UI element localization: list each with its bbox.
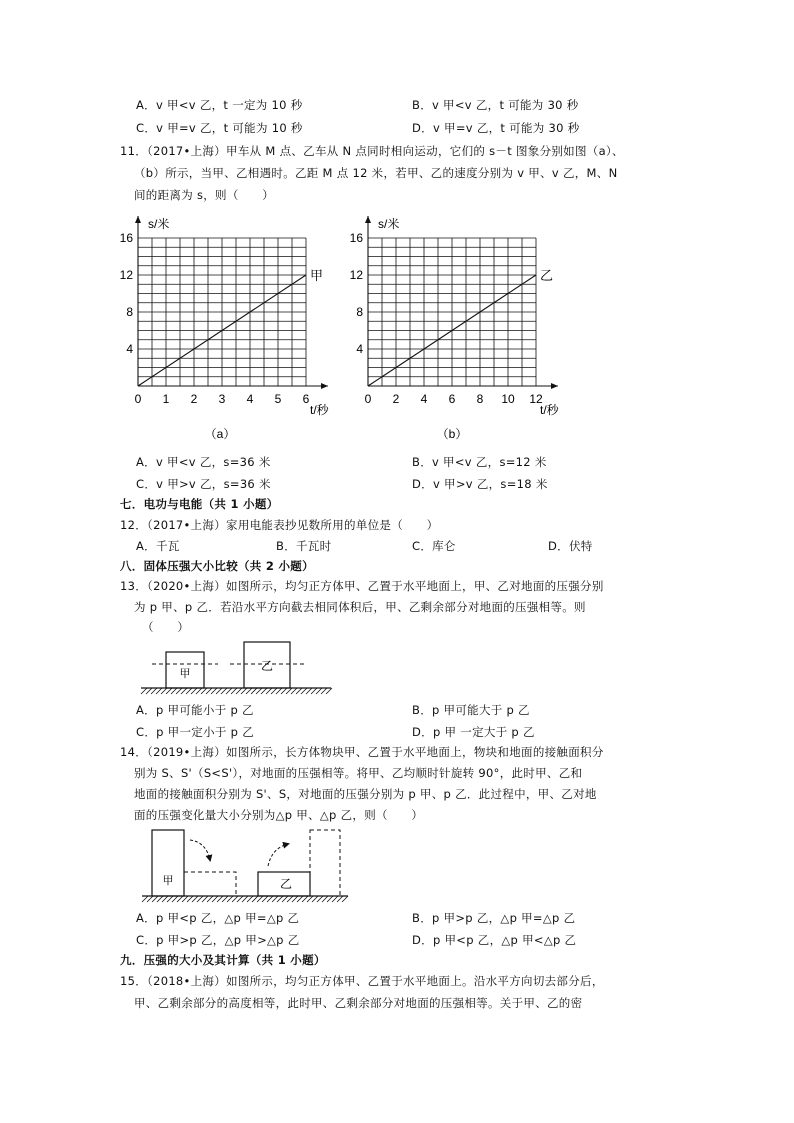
ground-hatch bbox=[261, 688, 267, 694]
ground-hatch bbox=[222, 896, 228, 902]
ground-hatch bbox=[281, 688, 287, 694]
q13-figure bbox=[138, 640, 338, 696]
ground-hatch bbox=[176, 688, 182, 694]
ground-hatch bbox=[197, 896, 203, 902]
section8-title: 八．固体压强大小比较（共 2 小题） bbox=[120, 559, 314, 573]
y-tick-label: 16 bbox=[119, 231, 133, 245]
ground-hatch bbox=[326, 688, 332, 694]
y-tick-label: 8 bbox=[126, 305, 133, 319]
y-tick-label: 8 bbox=[356, 305, 363, 319]
ground-hatch bbox=[286, 688, 292, 694]
ground-hatch bbox=[272, 896, 278, 902]
x-tick-label: 5 bbox=[274, 392, 282, 406]
y-tick-label: 12 bbox=[119, 268, 133, 282]
series-label: 乙 bbox=[540, 268, 554, 283]
y-axis-label: s/米 bbox=[148, 217, 170, 231]
ground-hatch bbox=[146, 688, 152, 694]
ground-hatch bbox=[267, 896, 273, 902]
q13-option-a: A．p 甲可能小于 p 乙 bbox=[136, 703, 254, 717]
x-tick-label: 0 bbox=[364, 392, 372, 406]
x-tick-label: 10 bbox=[501, 392, 515, 406]
q14-figure bbox=[140, 826, 350, 904]
q11-stem-line2: （b）所示，当甲、乙相遇时。乙距 M 点 12 米，若甲、乙的速度分别为 v 甲、v 乙，M、N bbox=[134, 166, 618, 180]
q13-ground bbox=[141, 688, 332, 694]
ground-hatch bbox=[316, 688, 322, 694]
x-tick-label: 12 bbox=[529, 392, 543, 406]
q11-option-b: B．v 甲<v 乙，s=12 米 bbox=[412, 455, 547, 469]
q14-stem-line3: 地面的接触面积分别为 S'、S，对地面的压强分别为 p 甲、p 乙．此过程中，甲、乙对地 bbox=[134, 787, 597, 801]
q13-option-d: D．p 甲 一定大于 p 乙 bbox=[412, 725, 535, 739]
q10-option-b: B．v 甲<v 乙，t 可能为 30 秒 bbox=[412, 98, 579, 112]
q12-option-d: D．伏特 bbox=[548, 539, 593, 553]
ground-hatch bbox=[257, 896, 263, 902]
ground-hatch bbox=[266, 688, 272, 694]
x-tick-label: 8 bbox=[476, 392, 484, 406]
chart-b bbox=[340, 208, 590, 446]
chart-a bbox=[110, 208, 350, 446]
ground-hatch bbox=[142, 896, 148, 902]
q11-option-d: D．v 甲>v 乙，s=18 米 bbox=[412, 477, 548, 491]
x-tick-label: 1 bbox=[162, 392, 170, 406]
ground-hatch bbox=[186, 688, 192, 694]
ground-hatch bbox=[182, 896, 188, 902]
q14-label-yi: 乙 bbox=[279, 877, 293, 891]
ground-hatch bbox=[292, 896, 298, 902]
x-tick-label: 0 bbox=[134, 392, 142, 406]
ground-hatch bbox=[342, 896, 348, 902]
q13-option-c: C．p 甲一定小于 p 乙 bbox=[136, 725, 254, 739]
ground-hatch bbox=[297, 896, 303, 902]
ground-hatch bbox=[141, 688, 147, 694]
ground-hatch bbox=[277, 896, 283, 902]
q13-stem-line2: 为 p 甲、p 乙．若沿水平方向截去相同体积后，甲、乙剩余部分对地面的压强相等。则 bbox=[134, 600, 586, 614]
ground-hatch bbox=[327, 896, 333, 902]
x-axis-label: t/秒 bbox=[540, 403, 559, 417]
ground-hatch bbox=[252, 896, 258, 902]
q14-rotate-arrow-yi bbox=[268, 844, 288, 866]
q11-stem-line1: 11．（2017•上海）甲车从 M 点、乙车从 N 点同时相向运动，它们的 s－t 图象分别如图（a）、 bbox=[120, 144, 624, 158]
x-tick-label: 2 bbox=[392, 392, 400, 406]
q14-stem-line1: 14．（2019•上海）如图所示，长方体物块甲、乙置于水平地面上，物块和地面的接触面积分 bbox=[120, 745, 604, 759]
ground-hatch bbox=[191, 688, 197, 694]
q12-option-a: A．千瓦 bbox=[136, 539, 180, 553]
ground-hatch bbox=[207, 896, 213, 902]
x-tick-label: 2 bbox=[190, 392, 198, 406]
q12-stem: 12．（2017•上海）家用电能表抄见数所用的单位是（ ） bbox=[120, 518, 439, 532]
q10-option-d: D．v 甲=v 乙，t 可能为 30 秒 bbox=[412, 121, 580, 135]
ground-hatch bbox=[196, 688, 202, 694]
ground-hatch bbox=[287, 896, 293, 902]
ground-hatch bbox=[296, 688, 302, 694]
q11-option-a: A．v 甲<v 乙，s=36 米 bbox=[136, 455, 271, 469]
y-tick-label: 4 bbox=[126, 342, 133, 356]
ground-hatch bbox=[236, 688, 242, 694]
series-label: 甲 bbox=[310, 268, 324, 283]
ground-hatch bbox=[232, 896, 238, 902]
ground-hatch bbox=[231, 688, 237, 694]
ground-hatch bbox=[302, 896, 308, 902]
q14-ground bbox=[142, 896, 348, 902]
ground-hatch bbox=[332, 896, 338, 902]
ground-hatch bbox=[317, 896, 323, 902]
x-tick-label: 3 bbox=[218, 392, 226, 406]
x-tick-label: 4 bbox=[246, 392, 254, 406]
q14-option-c: C．p 甲>p 乙，△p 甲>△p 乙 bbox=[136, 933, 300, 947]
q14-label-jia: 甲 bbox=[162, 875, 174, 887]
q14-option-d: D．p 甲<p 乙，△p 甲<△p 乙 bbox=[412, 933, 577, 947]
ground-hatch bbox=[301, 688, 307, 694]
section7-title: 七．电功与电能（共 1 小题） bbox=[120, 497, 279, 511]
ground-hatch bbox=[262, 896, 268, 902]
ground-hatch bbox=[161, 688, 167, 694]
x-axis-arrow bbox=[551, 383, 558, 389]
ground-hatch bbox=[172, 896, 178, 902]
ground-hatch bbox=[241, 688, 247, 694]
ground-hatch bbox=[226, 688, 232, 694]
ground-hatch bbox=[276, 688, 282, 694]
ground-hatch bbox=[162, 896, 168, 902]
ground-hatch bbox=[157, 896, 163, 902]
ground-hatch bbox=[312, 896, 318, 902]
ground-hatch bbox=[202, 896, 208, 902]
ground-hatch bbox=[192, 896, 198, 902]
q12-option-b: B．千瓦时 bbox=[276, 539, 332, 553]
ground-hatch bbox=[246, 688, 252, 694]
y-axis-arrow bbox=[365, 216, 371, 223]
ground-hatch bbox=[151, 688, 157, 694]
y-tick-label: 4 bbox=[356, 342, 363, 356]
ground-hatch bbox=[227, 896, 233, 902]
ground-hatch bbox=[201, 688, 207, 694]
ground-hatch bbox=[212, 896, 218, 902]
ground-hatch bbox=[221, 688, 227, 694]
ground-hatch bbox=[152, 896, 158, 902]
ground-hatch bbox=[167, 896, 173, 902]
q14-block-yi bbox=[258, 830, 340, 896]
x-tick-label: 6 bbox=[302, 392, 310, 406]
q14-option-a: A．p 甲<p 乙，△p 甲=△p 乙 bbox=[136, 911, 300, 925]
ground-hatch bbox=[177, 896, 183, 902]
chart-caption: （b） bbox=[436, 427, 468, 441]
y-axis-arrow bbox=[135, 216, 141, 223]
q11-stem-line3: 间的距离为 s，则（ ） bbox=[134, 188, 275, 202]
q15-stem-line2: 甲、乙剩余部分的高度相等，此时甲、乙剩余部分对地面的压强相等。关于甲、乙的密 bbox=[134, 996, 583, 1010]
ground-hatch bbox=[242, 896, 248, 902]
x-axis-label: t/秒 bbox=[310, 403, 329, 417]
x-tick-label: 6 bbox=[448, 392, 456, 406]
q14-stem-line4: 面的压强变化量大小分别为△p 甲、△p 乙，则（ ） bbox=[134, 808, 424, 822]
y-tick-label: 16 bbox=[349, 231, 363, 245]
x-axis-arrow bbox=[321, 383, 328, 389]
q10-option-a: A．v 甲<v 乙，t 一定为 10 秒 bbox=[136, 98, 303, 112]
ground-hatch bbox=[306, 688, 312, 694]
ground-hatch bbox=[247, 896, 253, 902]
q14-rotate-arrow-jia bbox=[190, 840, 210, 860]
q10-option-c: C．v 甲=v 乙，t 可能为 10 秒 bbox=[136, 121, 303, 135]
y-axis-label: s/米 bbox=[378, 217, 400, 231]
q11-option-c: C．v 甲>v 乙，s=36 米 bbox=[136, 477, 271, 491]
ground-hatch bbox=[307, 896, 313, 902]
ground-hatch bbox=[187, 896, 193, 902]
ground-hatch bbox=[291, 688, 297, 694]
x-tick-label: 4 bbox=[420, 392, 428, 406]
ground-hatch bbox=[256, 688, 262, 694]
section9-title: 九．压强的大小及其计算（共 1 小题） bbox=[120, 953, 326, 967]
ground-hatch bbox=[322, 896, 328, 902]
q13-option-b: B．p 甲可能大于 p 乙 bbox=[412, 703, 530, 717]
chart-caption: （a） bbox=[204, 427, 236, 441]
ground-hatch bbox=[321, 688, 327, 694]
ground-hatch bbox=[282, 896, 288, 902]
ground-hatch bbox=[206, 688, 212, 694]
ground-hatch bbox=[337, 896, 343, 902]
ground-hatch bbox=[156, 688, 162, 694]
ground-hatch bbox=[251, 688, 257, 694]
q13-label-yi: 乙 bbox=[260, 659, 274, 673]
q15-stem-line1: 15．（2018•上海）如图所示，均匀正方体甲、乙置于水平地面上。沿水平方向切去部分后， bbox=[120, 974, 604, 988]
ground-hatch bbox=[271, 688, 277, 694]
ground-hatch bbox=[147, 896, 153, 902]
ground-hatch bbox=[311, 688, 317, 694]
q14-stem-line2: 别为 S、S'（S<S'），对地面的压强相等。将甲、乙均顺时针旋转 90°，此时甲、乙和 bbox=[134, 766, 583, 780]
ground-hatch bbox=[166, 688, 172, 694]
ground-hatch bbox=[171, 688, 177, 694]
q13-stem-line3: （ ） bbox=[142, 620, 190, 634]
ground-hatch bbox=[217, 896, 223, 902]
y-tick-label: 12 bbox=[349, 268, 363, 282]
ground-hatch bbox=[181, 688, 187, 694]
q13-stem-line1: 13．（2020•上海）如图所示，均匀正方体甲、乙置于水平地面上，甲、乙对地面的压强分别 bbox=[120, 579, 604, 593]
q13-label-jia: 甲 bbox=[179, 668, 191, 680]
q14-option-b: B．p 甲>p 乙，△p 甲=△p 乙 bbox=[412, 911, 576, 925]
ground-hatch bbox=[237, 896, 243, 902]
q12-option-c: C．库仑 bbox=[412, 539, 456, 553]
ground-hatch bbox=[216, 688, 222, 694]
ground-hatch bbox=[211, 688, 217, 694]
